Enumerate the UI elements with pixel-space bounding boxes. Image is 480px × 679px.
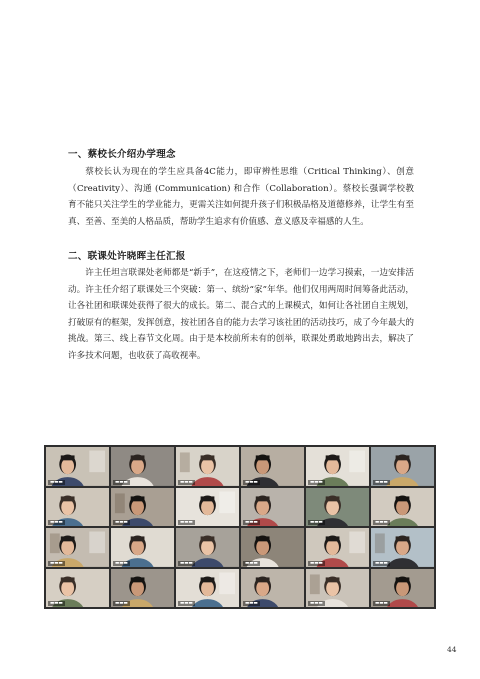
participant-tile [241,569,304,608]
participant-name-tag: ▬▬▬ [50,520,63,525]
participant-name-tag: ▬▬▬ [180,560,193,566]
participant-tile [306,569,369,608]
participant-tile [111,528,174,567]
participant-tile [371,569,434,608]
participant-name-tag: ▬▬▬ [245,560,258,566]
participant-name-tag: ▬▬▬ [245,479,258,485]
participant-tile [111,569,174,608]
page-number: 44 [447,645,457,654]
participant-name-tag: ▬▬▬ [310,479,323,485]
participant-tile [241,528,304,567]
participant-tile [306,488,369,527]
participant-name-tag: ▬▬▬ [245,520,258,525]
participant-name-tag: ▬▬▬ [245,601,258,606]
participant-tile [46,569,109,608]
participant-name-tag: ▬▬▬ [180,520,193,525]
participant-name-tag: ▬▬▬ [50,601,63,606]
participant-name-tag: ▬▬▬ [180,601,193,606]
participant-name-tag: ▬▬▬ [115,601,128,606]
participant-tile [371,528,434,567]
participant-name-tag: ▬▬▬ [375,601,388,606]
section-2-paragraph: 许主任坦言联课处老师都是“新手”，在这疫情之下，老师们一边学习摸索，一边安排活动。许主任介绍了联课处三个突破：第一、缤纷“家”年华。他们仅用两周时间筹备此活动，让各社团和联课处获得了很大的成长。第二、混合式的上课模式，如何让各社团自主规划，打破原有的框架，发挥创意，按社团各自的能力去学习该社团的活动技巧，成了今年最大的挑战。第三、线上春节文化周。由于是本校前所未有的创举，联课处勇敢地跨出去，解决了许多技术问题，也收获了高收视率。 [68,268,414,361]
participant-tile [176,528,239,567]
participant-tile [111,447,174,486]
participant-tile [371,447,434,486]
participant-name-tag: ▬▬▬ [375,560,388,566]
participant-name-tag: ▬▬▬ [375,479,388,485]
participant-tile [46,528,109,567]
section-2-heading: 二、联课处许晓晖主任汇报 [68,251,186,262]
participant-name-tag: ▬▬▬ [115,560,128,566]
section-1-paragraph: 蔡校长认为现在的学生应具备4C能力，即审辨性思维（Critical Thinking）、创意（Creativity）、沟通 (Communication) 和合作（Collaboration）。蔡校长强调学校教育不能只关注学生的学业能力，更需关注如何提升孩子们积极品格及道德修养，让学生有至真、至善、至美的人格品质，帮助学生追求有价值感、意义感及幸福感的人生。 [68,167,414,227]
participant-tile [306,447,369,486]
participant-name-tag: ▬▬▬ [375,520,388,525]
participant-tile [241,447,304,486]
participant-name-tag: ▬▬▬ [310,560,323,566]
participant-name-tag: ▬▬▬ [50,479,63,485]
participant-name-tag: ▬▬▬ [50,560,63,566]
participant-name-tag: ▬▬▬ [310,601,323,606]
participant-tile [176,569,239,608]
participant-tile [46,447,109,486]
participant-name-tag: ▬▬▬ [115,520,128,525]
section-1-heading: 一、蔡校长介绍办学理念 [68,149,176,160]
participant-tile [176,447,239,486]
participant-tile [111,488,174,527]
participant-tile [306,528,369,567]
participant-name-tag: ▬▬▬ [180,479,193,485]
participant-tile [46,488,109,527]
video-conference-photo [44,445,436,609]
participant-tile [176,488,239,527]
participant-name-tag: ▬▬▬ [310,520,323,525]
participant-name-tag: ▬▬▬ [115,479,128,485]
participant-tile [371,488,434,527]
participant-tile [241,488,304,527]
